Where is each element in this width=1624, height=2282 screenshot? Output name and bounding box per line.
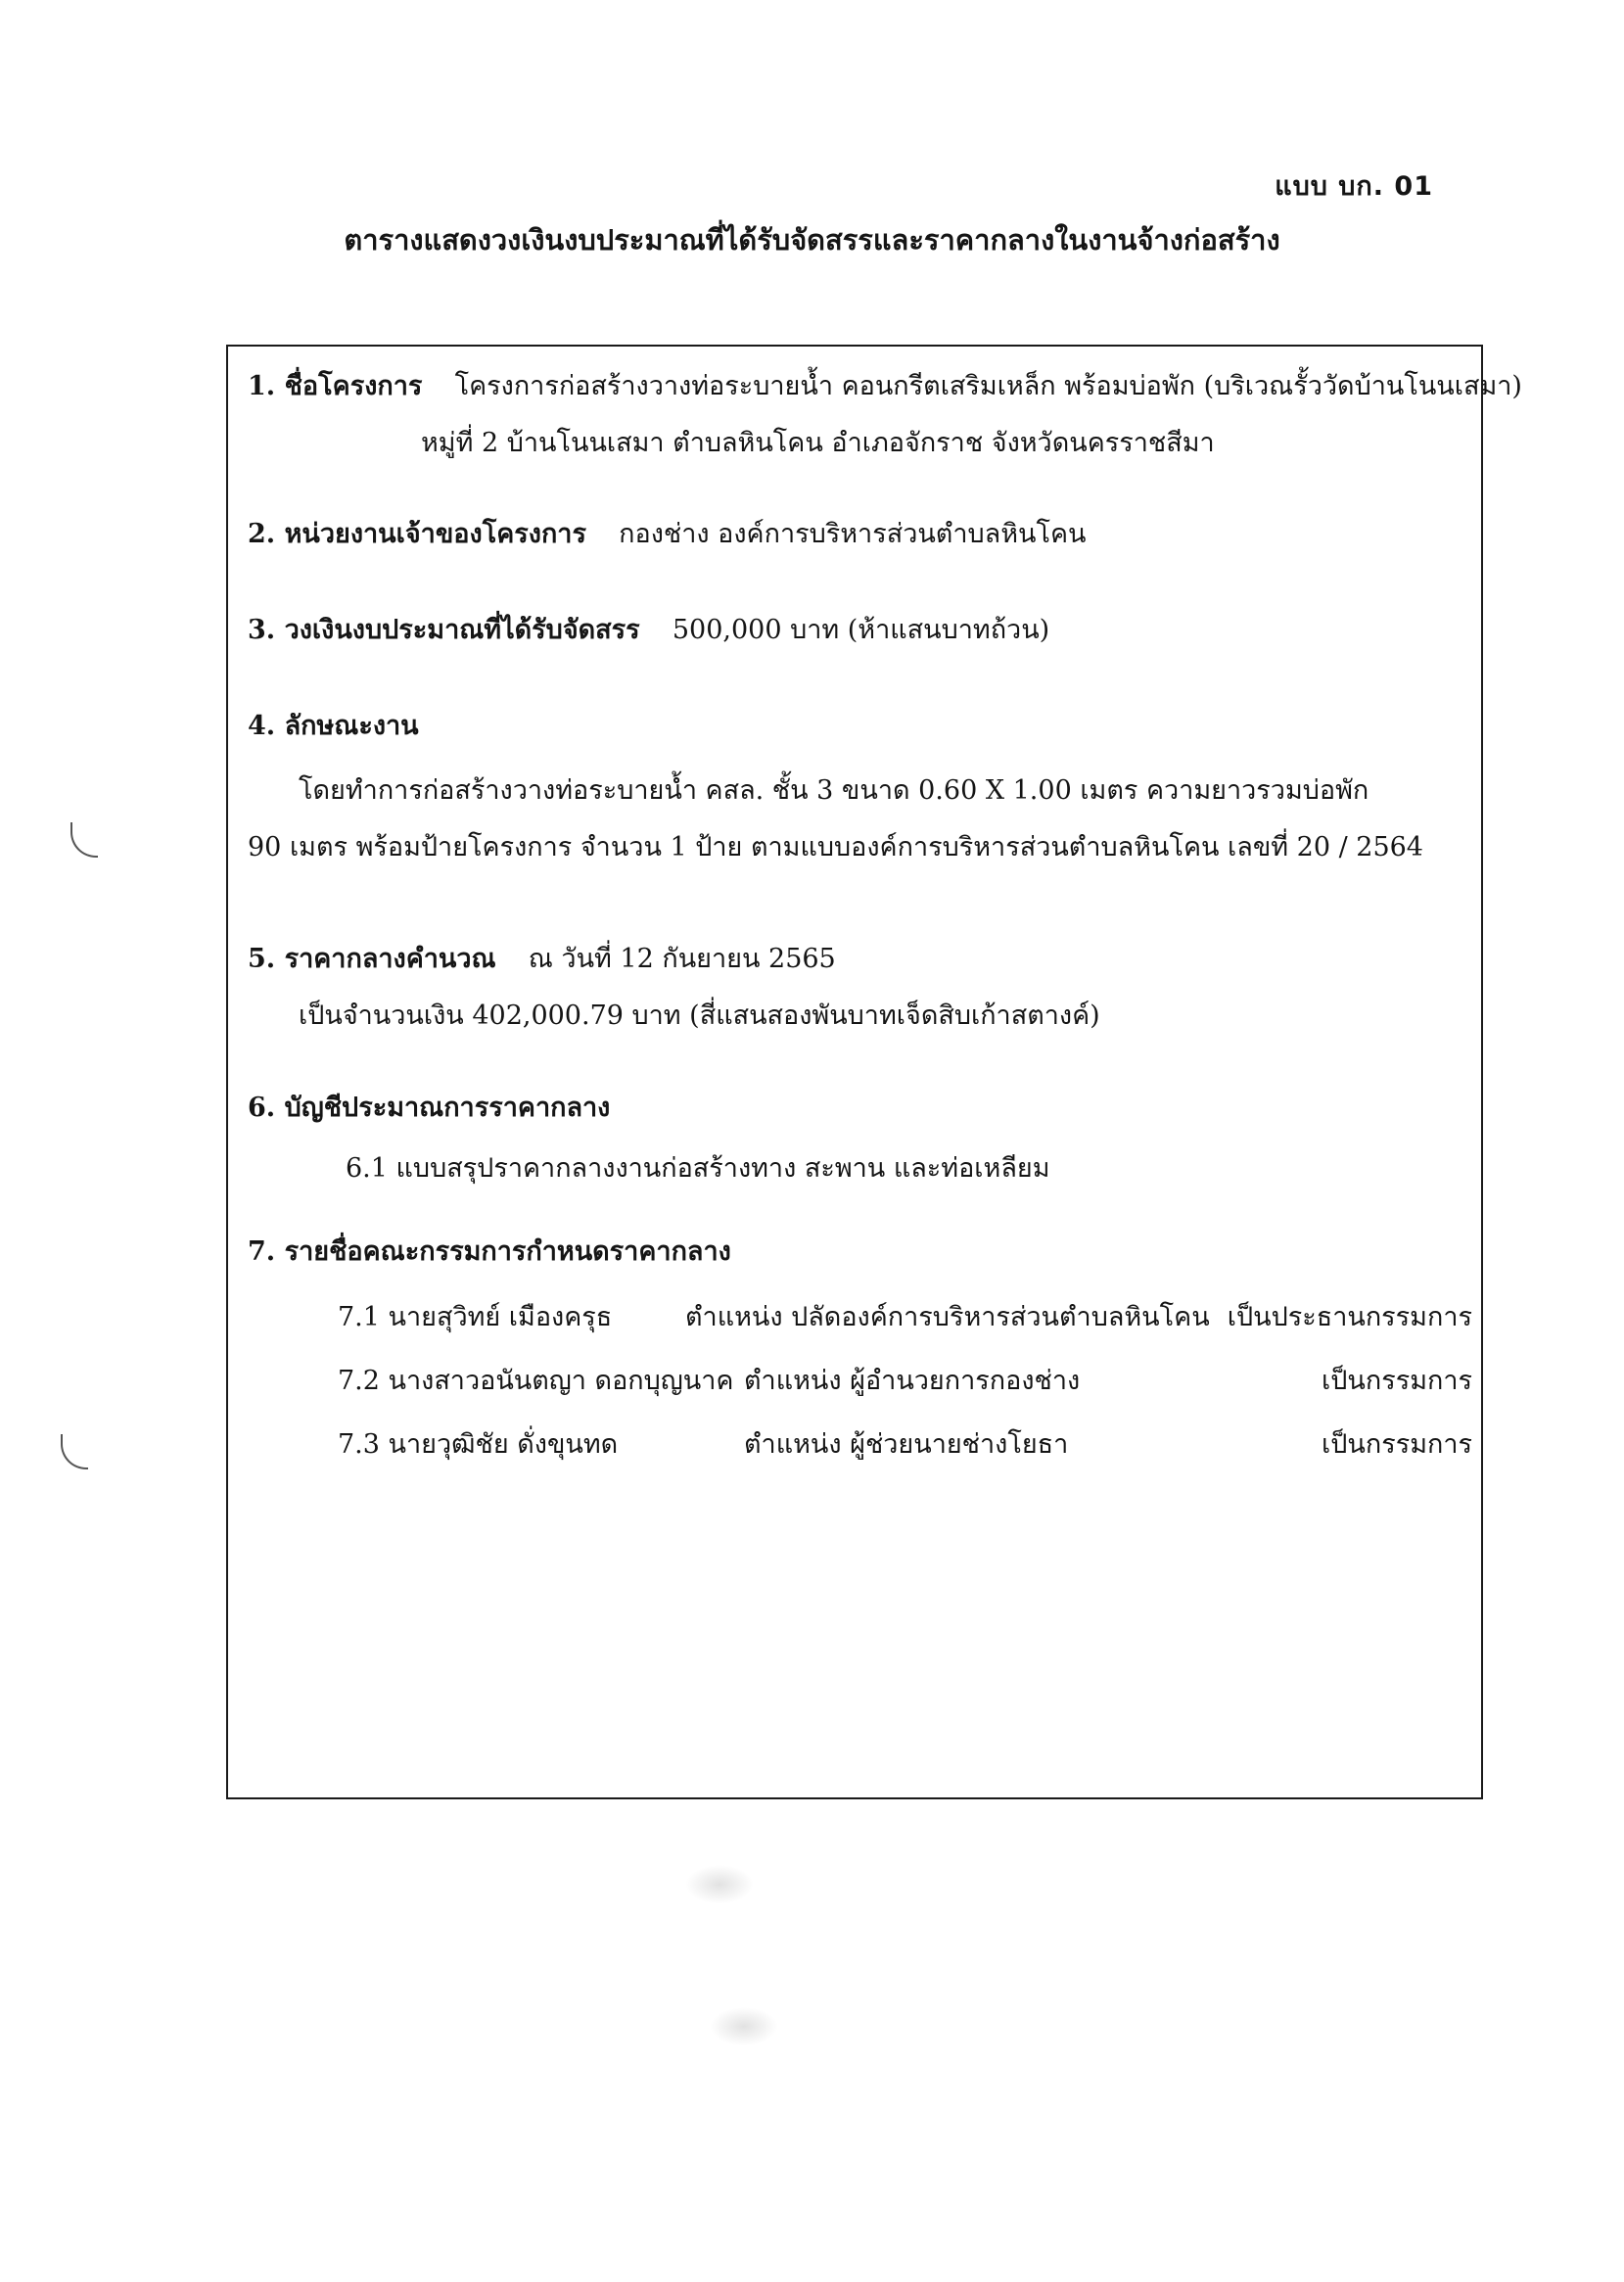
median-price-date: ณ วันที่ 12 กันยายน 2565 xyxy=(528,944,836,974)
document-title: ตารางแสดงวงเงินงบประมาณที่ได้รับจัดสรรและราคากลางในงานจ้างก่อสร้าง xyxy=(344,223,1280,256)
committee-member-position: ตำแหน่ง ปลัดองค์การบริหารส่วนตำบลหินโคน xyxy=(685,1302,1210,1332)
hole-punch-mark xyxy=(70,822,98,858)
owner-label: 2. หน่วยงานเจ้าของโครงการ xyxy=(248,519,586,549)
section-median-price xyxy=(248,943,836,976)
project-name-line1: โครงการก่อสร้างวางท่อระบายน้ำ คอนกรีตเสริมเหล็ก พร้อมบ่อพัก (บริเวณรั้ววัดบ้านโนนเสมา) xyxy=(454,371,1522,401)
form-code: แบบ บก. 01 xyxy=(1275,171,1433,202)
committee-member-role: เป็นประธานกรรมการ xyxy=(1227,1302,1472,1332)
estimate-list-item: 6.1 แบบสรุปราคากลางงานก่อสร้างทาง สะพาน และท่อเหลียม xyxy=(346,1153,1050,1184)
section-budget xyxy=(248,614,1049,647)
committee-member-position: ตำแหน่ง ผู้อำนวยการกองช่าง xyxy=(744,1366,1081,1396)
work-description-line1: โดยทำการก่อสร้างวางท่อระบายน้ำ คสล. ชั้น 3 ขนาด 0.60 X 1.00 เมตร ความยาวรวมบ่อพัก xyxy=(299,775,1369,806)
median-price-amount: เป็นจำนวนเงิน 402,000.79 บาท (สี่แสนสองพันบาทเจ็ดสิบเก้าสตางค์) xyxy=(299,1001,1100,1031)
work-description-label: 4. ลักษณะงาน xyxy=(248,711,419,741)
estimate-list-label: 6. บัญชีประมาณการราคากลาง xyxy=(248,1093,611,1123)
owner-value: กองช่าง องค์การบริหารส่วนตำบลหินโคน xyxy=(619,519,1087,549)
committee-member-role: เป็นกรรมการ xyxy=(1322,1429,1472,1460)
project-name-label: 1. ชื่อโครงการ xyxy=(248,371,423,401)
hole-punch-mark xyxy=(61,1434,88,1469)
committee-member-name: 7.3 นายวุฒิชัย ดั่งขุนทด xyxy=(338,1429,619,1460)
section-project-name xyxy=(248,370,1522,403)
median-price-label: 5. ราคากลางคำนวณ xyxy=(248,944,496,974)
scan-smudge xyxy=(710,2007,778,2046)
committee-member-name: 7.2 นางสาวอนันตญา ดอกบุญนาค xyxy=(338,1366,734,1396)
content-frame xyxy=(226,345,1483,1799)
committee-member-role: เป็นกรรมการ xyxy=(1322,1366,1472,1396)
section-owner xyxy=(248,518,1086,551)
committee-member-name: 7.1 นายสุวิทย์ เมืองครุธ xyxy=(338,1302,613,1332)
budget-label: 3. วงเงินงบประมาณที่ได้รับจัดสรร xyxy=(248,615,640,645)
scan-smudge xyxy=(685,1865,754,1904)
committee-member-position: ตำแหน่ง ผู้ช่วยนายช่างโยธา xyxy=(744,1429,1069,1460)
committee-label: 7. รายชื่อคณะกรรมการกำหนดราคากลาง xyxy=(248,1236,731,1267)
project-location: หมู่ที่ 2 บ้านโนนเสมา ตำบลหินโคน อำเภอจักราช จังหวัดนครราชสีมา xyxy=(421,428,1215,458)
budget-value: 500,000 บาท (ห้าแสนบาทถ้วน) xyxy=(672,615,1050,645)
work-description-line2: 90 เมตร พร้อมป้ายโครงการ จำนวน 1 ป้าย ตามแบบองค์การบริหารส่วนตำบลหินโคน เลขที่ 20 / 2564 xyxy=(248,832,1423,862)
